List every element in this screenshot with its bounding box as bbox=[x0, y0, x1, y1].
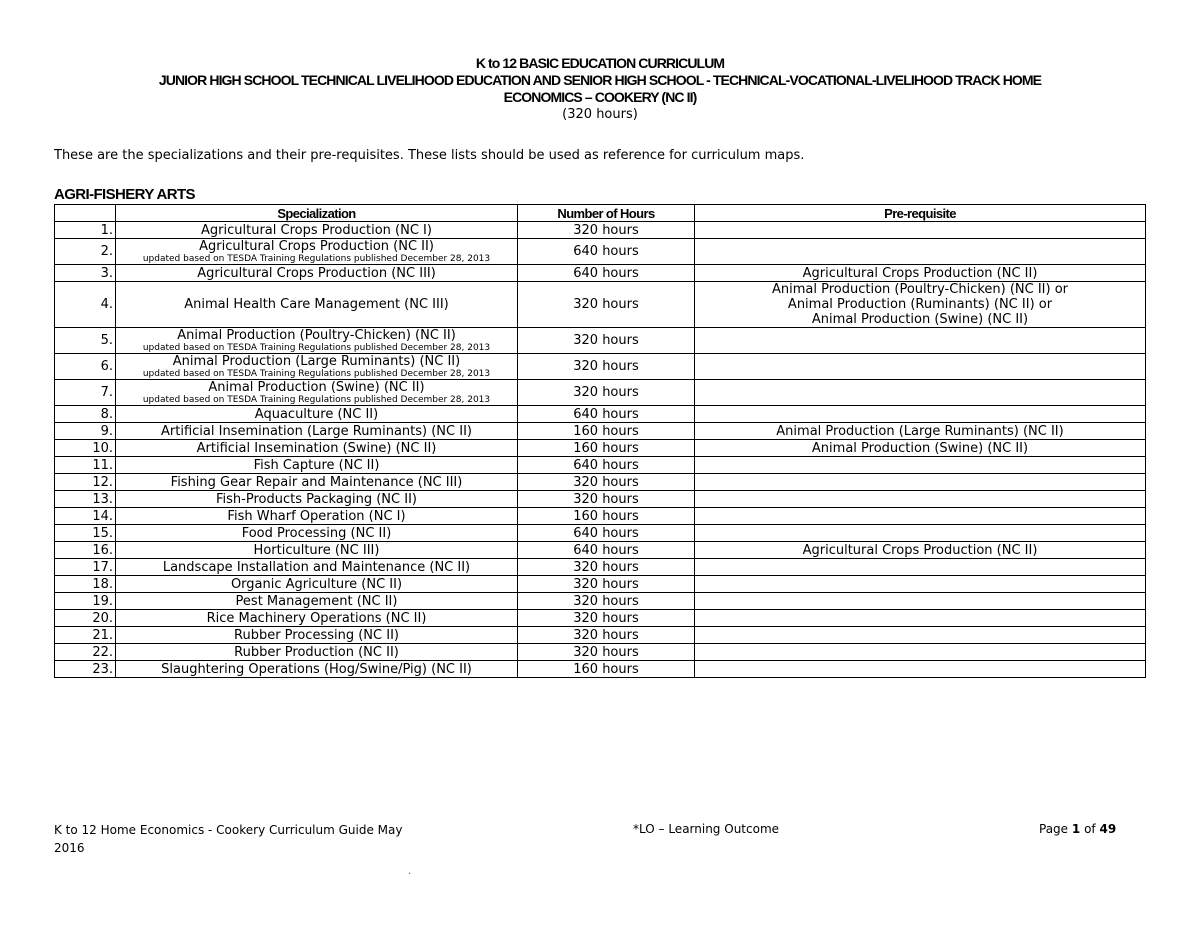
header-subtitle: JUNIOR HIGH SCHOOL TECHNICAL LIVELIHOOD EDUCATION AND SENIOR HIGH SCHOOL - TECHNICAL-VOCATIONAL-LIVELIHOOD TRACK HOME bbox=[158, 72, 1042, 88]
row-number: 11. bbox=[55, 457, 116, 474]
table-row bbox=[55, 542, 1146, 559]
specialization-name: Fish-Products Packaging (NC II) bbox=[216, 491, 417, 507]
row-number: 22. bbox=[55, 644, 116, 661]
specialization-name: Horticulture (NC III) bbox=[253, 542, 380, 558]
footer-guide-title: K to 12 Home Economics - Cookery Curriculum Guide May bbox=[54, 823, 403, 837]
table-row bbox=[55, 661, 1146, 678]
specialization-name: Fishing Gear Repair and Maintenance (NC III) bbox=[170, 474, 463, 490]
prerequisite-cell bbox=[695, 354, 1146, 380]
specialization-name: Slaughtering Operations (Hog/Swine/Pig) (NC II) bbox=[161, 661, 472, 677]
prerequisite-cell bbox=[695, 457, 1146, 474]
hours-cell: 160 hours bbox=[518, 661, 695, 678]
table-row bbox=[55, 440, 1146, 457]
prerequisite-cell bbox=[695, 265, 1146, 282]
table-row bbox=[55, 559, 1146, 576]
row-number: 4. bbox=[55, 282, 116, 328]
table-row bbox=[55, 354, 1146, 380]
row-number: 2. bbox=[55, 239, 116, 265]
footer-dot: . bbox=[408, 866, 412, 877]
specialization-cell bbox=[116, 328, 518, 354]
specialization-cell bbox=[116, 661, 518, 678]
specialization-cell bbox=[116, 239, 518, 265]
prerequisite-cell bbox=[695, 576, 1146, 593]
page-of: of bbox=[1084, 822, 1096, 836]
hours-cell: 160 hours bbox=[518, 508, 695, 525]
specialization-name: Food Processing (NC II) bbox=[241, 525, 392, 541]
specialization-name: Fish Capture (NC II) bbox=[253, 457, 380, 473]
document-header bbox=[0, 55, 1200, 124]
specialization-name: Aquaculture (NC II) bbox=[254, 406, 379, 422]
specialization-cell bbox=[116, 508, 518, 525]
hours-cell: 320 hours bbox=[518, 559, 695, 576]
prerequisite-cell bbox=[695, 474, 1146, 491]
row-number: 23. bbox=[55, 661, 116, 678]
specialization-cell bbox=[116, 282, 518, 328]
table-row bbox=[55, 576, 1146, 593]
hours-cell: 640 hours bbox=[518, 406, 695, 423]
specialization-cell bbox=[116, 406, 518, 423]
specialization-name: Agricultural Crops Production (NC I) bbox=[201, 222, 432, 238]
prerequisite-line: Animal Production (Poultry-Chicken) (NC II) or bbox=[771, 282, 1069, 297]
hours-cell: 160 hours bbox=[518, 423, 695, 440]
hours-cell: 320 hours bbox=[518, 222, 695, 239]
intro-text: These are the specializations and their pre-requisites. These lists should be used as reference for curriculum maps. bbox=[54, 148, 805, 163]
table-row bbox=[55, 627, 1146, 644]
specialization-name: Animal Production (Swine) (NC II) bbox=[208, 380, 425, 395]
table-row bbox=[55, 222, 1146, 239]
prerequisite-cell bbox=[695, 222, 1146, 239]
row-number: 5. bbox=[55, 328, 116, 354]
prerequisite-cell bbox=[695, 627, 1146, 644]
row-number: 13. bbox=[55, 491, 116, 508]
specialization-name: Artificial Insemination (Swine) (NC II) bbox=[196, 440, 437, 456]
prerequisite-cell bbox=[695, 644, 1146, 661]
footer-left bbox=[54, 821, 434, 857]
specialization-name: Fish Wharf Operation (NC I) bbox=[227, 508, 406, 524]
specialization-note: updated based on TESDA Training Regulations published December 28, 2013 bbox=[142, 369, 491, 379]
specialization-name: Animal Health Care Management (NC III) bbox=[184, 297, 449, 312]
page-current: 1 bbox=[1071, 822, 1081, 836]
specialization-name: Organic Agriculture (NC II) bbox=[230, 576, 403, 592]
col-header-prerequisite: Pre-requisite bbox=[695, 205, 1146, 222]
prerequisite-cell bbox=[695, 282, 1146, 328]
specialization-cell bbox=[116, 627, 518, 644]
hours-cell: 160 hours bbox=[518, 440, 695, 457]
table-row bbox=[55, 491, 1146, 508]
table-row bbox=[55, 508, 1146, 525]
header-title: K to 12 BASIC EDUCATION CURRICULUM bbox=[475, 55, 725, 71]
col-header-hours: Number of Hours bbox=[518, 205, 695, 222]
prerequisite-cell bbox=[695, 559, 1146, 576]
section-title: AGRI-FISHERY ARTS bbox=[54, 186, 195, 203]
row-number: 6. bbox=[55, 354, 116, 380]
specialization-cell bbox=[116, 610, 518, 627]
hours-cell: 640 hours bbox=[518, 239, 695, 265]
specialization-name: Animal Production (Poultry-Chicken) (NC II) bbox=[177, 328, 456, 343]
specialization-cell bbox=[116, 265, 518, 282]
hours-cell: 320 hours bbox=[518, 644, 695, 661]
table-row bbox=[55, 265, 1146, 282]
prerequisite-line: Animal Production (Large Ruminants) (NC II) bbox=[776, 423, 1064, 439]
footer-guide-year: 2016 bbox=[54, 841, 85, 855]
hours-cell: 320 hours bbox=[518, 474, 695, 491]
specialization-cell bbox=[116, 380, 518, 406]
specialization-cell bbox=[116, 423, 518, 440]
specialization-name: Agricultural Crops Production (NC II) bbox=[199, 239, 434, 254]
row-number: 19. bbox=[55, 593, 116, 610]
specialization-name: Rubber Processing (NC II) bbox=[234, 627, 399, 643]
prerequisite-cell bbox=[695, 508, 1146, 525]
hours-cell: 320 hours bbox=[518, 380, 695, 406]
page-label: Page bbox=[1039, 822, 1069, 836]
row-number: 16. bbox=[55, 542, 116, 559]
table-row bbox=[55, 644, 1146, 661]
page-number bbox=[1039, 821, 1116, 837]
hours-cell: 320 hours bbox=[518, 593, 695, 610]
prerequisite-line: Animal Production (Swine) (NC II) bbox=[811, 440, 1029, 456]
row-number: 1. bbox=[55, 222, 116, 239]
specialization-name: Animal Production (Large Ruminants) (NC II) bbox=[172, 354, 461, 369]
specialization-name: Landscape Installation and Maintenance (NC II) bbox=[162, 559, 471, 575]
table-row bbox=[55, 474, 1146, 491]
table-row bbox=[55, 457, 1146, 474]
row-number: 15. bbox=[55, 525, 116, 542]
table-row bbox=[55, 328, 1146, 354]
prerequisite-cell bbox=[695, 525, 1146, 542]
hours-cell: 320 hours bbox=[518, 328, 695, 354]
table-row bbox=[55, 380, 1146, 406]
hours-cell: 640 hours bbox=[518, 265, 695, 282]
footer-note: *LO – Learning Outcome bbox=[633, 822, 780, 836]
specialization-name: Pest Management (NC II) bbox=[235, 593, 398, 609]
table-row bbox=[55, 593, 1146, 610]
hours-cell: 320 hours bbox=[518, 576, 695, 593]
col-header-number bbox=[55, 205, 116, 222]
table-body bbox=[55, 222, 1146, 678]
row-number: 9. bbox=[55, 423, 116, 440]
prerequisite-cell bbox=[695, 380, 1146, 406]
prerequisite-cell bbox=[695, 423, 1146, 440]
specialization-cell bbox=[116, 644, 518, 661]
specialization-name: Artificial Insemination (Large Ruminants) (NC II) bbox=[161, 423, 472, 439]
specialization-cell bbox=[116, 525, 518, 542]
table-row bbox=[55, 406, 1146, 423]
prerequisite-cell bbox=[695, 406, 1146, 423]
specialization-table bbox=[54, 204, 1146, 678]
page-total: 49 bbox=[1099, 822, 1117, 836]
row-number: 10. bbox=[55, 440, 116, 457]
hours-cell: 640 hours bbox=[518, 457, 695, 474]
header-hours: (320 hours) bbox=[562, 107, 638, 122]
specialization-cell bbox=[116, 576, 518, 593]
row-number: 7. bbox=[55, 380, 116, 406]
specialization-cell bbox=[116, 542, 518, 559]
row-number: 18. bbox=[55, 576, 116, 593]
row-number: 21. bbox=[55, 627, 116, 644]
prerequisite-cell bbox=[695, 542, 1146, 559]
specialization-note: updated based on TESDA Training Regulations published December 28, 2013 bbox=[142, 254, 491, 264]
table-row bbox=[55, 610, 1146, 627]
prerequisite-line: Animal Production (Swine) (NC II) bbox=[811, 312, 1029, 327]
hours-cell: 320 hours bbox=[518, 491, 695, 508]
prerequisite-cell bbox=[695, 328, 1146, 354]
hours-cell: 640 hours bbox=[518, 542, 695, 559]
prerequisite-line: Animal Production (Ruminants) (NC II) or bbox=[787, 297, 1053, 312]
hours-cell: 320 hours bbox=[518, 354, 695, 380]
specialization-cell bbox=[116, 440, 518, 457]
prerequisite-cell bbox=[695, 440, 1146, 457]
row-number: 8. bbox=[55, 406, 116, 423]
prerequisite-cell bbox=[695, 491, 1146, 508]
hours-cell: 320 hours bbox=[518, 610, 695, 627]
hours-cell: 320 hours bbox=[518, 627, 695, 644]
table-row bbox=[55, 239, 1146, 265]
row-number: 17. bbox=[55, 559, 116, 576]
header-subtitle-cont: ECONOMICS – COOKERY (NC II) bbox=[503, 89, 697, 105]
prerequisite-line: Agricultural Crops Production (NC II) bbox=[802, 542, 1038, 558]
table-row bbox=[55, 282, 1146, 328]
hours-cell: 320 hours bbox=[518, 282, 695, 328]
col-header-specialization: Specialization bbox=[116, 205, 518, 222]
table-row bbox=[55, 525, 1146, 542]
specialization-name: Rice Machinery Operations (NC II) bbox=[206, 610, 427, 626]
row-number: 14. bbox=[55, 508, 116, 525]
prerequisite-cell bbox=[695, 239, 1146, 265]
prerequisite-cell bbox=[695, 593, 1146, 610]
specialization-name: Agricultural Crops Production (NC III) bbox=[197, 265, 436, 281]
table-row bbox=[55, 423, 1146, 440]
row-number: 3. bbox=[55, 265, 116, 282]
specialization-note: updated based on TESDA Training Regulations published December 28, 2013 bbox=[142, 395, 491, 405]
specialization-cell bbox=[116, 491, 518, 508]
row-number: 20. bbox=[55, 610, 116, 627]
specialization-cell bbox=[116, 222, 518, 239]
specialization-note: updated based on TESDA Training Regulations published December 28, 2013 bbox=[142, 343, 491, 353]
prerequisite-line: Agricultural Crops Production (NC II) bbox=[802, 265, 1038, 281]
specialization-cell bbox=[116, 457, 518, 474]
specialization-cell bbox=[116, 474, 518, 491]
prerequisite-cell bbox=[695, 610, 1146, 627]
prerequisite-cell bbox=[695, 661, 1146, 678]
specialization-name: Rubber Production (NC II) bbox=[234, 644, 399, 660]
specialization-cell bbox=[116, 593, 518, 610]
specialization-cell bbox=[116, 559, 518, 576]
specialization-cell bbox=[116, 354, 518, 380]
hours-cell: 640 hours bbox=[518, 525, 695, 542]
row-number: 12. bbox=[55, 474, 116, 491]
